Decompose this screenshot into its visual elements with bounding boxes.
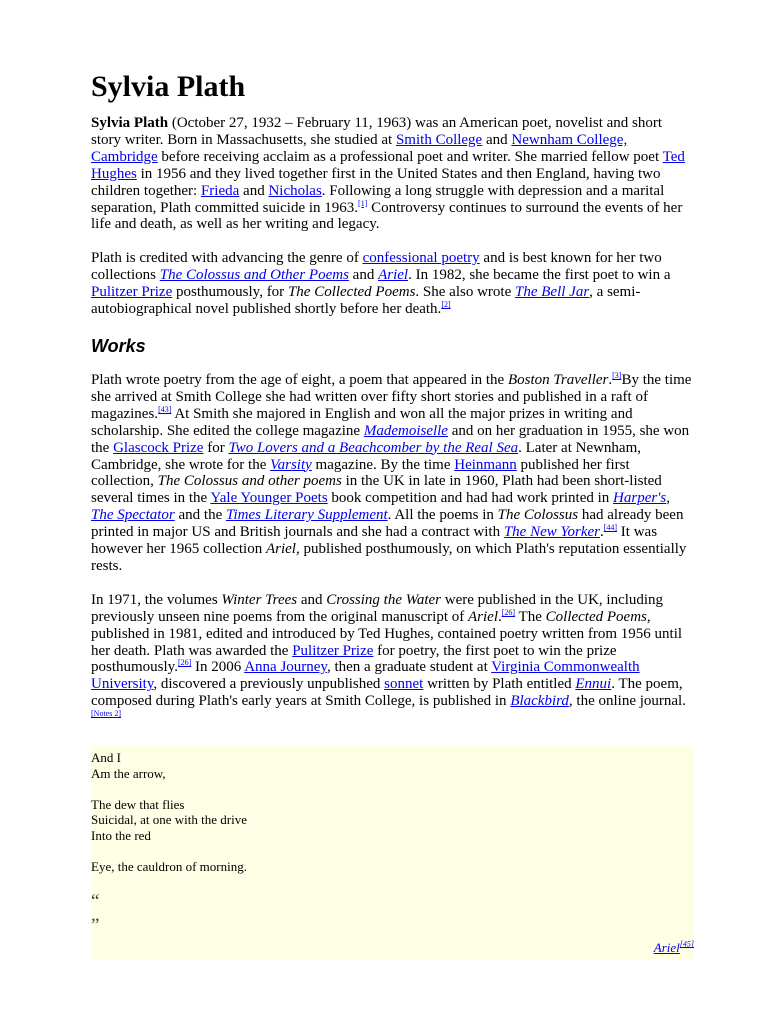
link-nicholas[interactable]: Nicholas: [268, 182, 322, 199]
poem-line: The dew that flies: [91, 796, 185, 812]
link-blackbird[interactable]: Blackbird: [510, 693, 569, 710]
poem-quote-box: [91, 746, 694, 960]
link-newnham-college[interactable]: Newnham College, Cambridge: [91, 131, 628, 165]
link-pulitzer-prize-2[interactable]: Pulitzer Prize: [292, 642, 374, 659]
link-yale-younger-poets[interactable]: Yale Younger Poets: [210, 490, 328, 507]
link-pulitzer-prize[interactable]: Pulitzer Prize: [91, 284, 173, 301]
link-virginia-commonwealth-university[interactable]: Virginia Commonwealth University: [91, 659, 640, 693]
intro-paragraph-2: Plath is credited with advancing the genre of confessional poetry and is best known for her two collections The Colossus and Other Poems and Ariel. In 1982, she became the first poet to win a Pulitzer Prize posthumously, for The Collected Poems. She also wrote The Bell Jar, a semi-autobiographical novel published shortly before her death.[2]: [91, 250, 671, 318]
citation-45[interactable]: [45]: [679, 939, 694, 949]
citation-2[interactable]: [2]: [441, 300, 451, 310]
citation-notes-2[interactable]: [Notes 2]: [91, 709, 121, 719]
link-ariel[interactable]: Ariel: [378, 267, 409, 284]
intro-paragraph-1: Sylvia Plath (October 27, 1932 – February 11, 1963) was an American poet, novelist and short story writer. Born in Massachusetts, she studied at Smith College and Newnham College, Cambridge before receiving acclaim as a professional poet and writer. She married fellow poet Ted Hughes in 1956 and they lived together first in the United States and then England, having two children together: Frieda and Nicholas. Following a long struggle with depression and a marital separation, Plath committed suicide in 1963.[1] Controversy continues to surround the events of her life and death, as well as her writing and legacy.: [91, 115, 685, 233]
link-times-literary-supplement[interactable]: Times Literary Supplement: [225, 507, 388, 524]
page-title: Sylvia Plath: [91, 70, 246, 103]
link-quote-source-ariel[interactable]: Ariel: [653, 939, 680, 955]
link-harpers[interactable]: Harper's: [613, 490, 667, 507]
link-varsity[interactable]: Varsity: [270, 456, 312, 473]
citation-3[interactable]: [3]: [612, 370, 622, 380]
works-paragraph-2: In 1971, the volumes Winter Trees and Crossing the Water were published in the UK, including previously unseen nine poems from the original manuscript of Ariel.[26] The Collected Poems, published in 1981, edited and introduced by Ted Hughes, contained poetry written from 1956 until her death. Plath was awarded the Pulitzer Prize for poetry, the first poet to win the prize posthumously.[26] In 2006 Anna Journey, then a graduate student at Virginia Commonwealth University, discovered a previously unpublished sonnet written by Plath entitled Ennui. The poem, composed during Plath's early years at Smith College, is published in Blackbird, the online journal.[Notes 2]: [91, 591, 686, 719]
link-mademoiselle[interactable]: Mademoiselle: [363, 422, 448, 439]
poem-stanza-2: [91, 797, 694, 844]
poem-line: And I: [91, 750, 121, 766]
link-heinmann[interactable]: Heinmann: [454, 456, 517, 473]
citation-26b[interactable]: [26]: [177, 658, 192, 668]
link-smith-college[interactable]: Smith College: [395, 131, 483, 148]
article-content: [91, 0, 694, 960]
citation-1[interactable]: [1]: [358, 198, 368, 208]
link-two-lovers[interactable]: Two Lovers and a Beachcomber by the Real Sea: [228, 439, 519, 456]
link-the-spectator[interactable]: The Spectator: [91, 507, 175, 524]
citation-43[interactable]: [43]: [158, 404, 172, 414]
poem-line: Eye, the cauldron of morning.: [91, 858, 247, 874]
works-paragraph-1: Plath wrote poetry from the age of eight, a poem that appeared in the Boston Traveller.[3]By the time she arrived at Smith College she had written over fifty short stories and published in a raft of magazines.[43] At Smith she majored in English and won all the major prizes in writing and scholarship. She edited the college magazine Mademoiselle and on her graduation in 1955, she won the Glascock Prize for Two Lovers and a Beachcomber by the Real Sea. Later at Newnham, Cambridge, she wrote for the Varsity magazine. By the time Heinmann published her first collection, The Colossus and other poems in the UK in late in 1960, Plath had been short-listed several times in the Yale Younger Poets book competition and had had work printed in Harper's, The Spectator and the Times Literary Supplement. All the poems in The Colossus had already been printed in major US and British journals and she had a contract with The New Yorker.[44] It was however her 1965 collection Ariel, published posthumously, on which Plath's reputation essentially rests.: [91, 370, 692, 574]
quote-source: [91, 940, 694, 956]
link-the-bell-jar[interactable]: The Bell Jar: [515, 284, 590, 301]
section-heading-works: Works: [91, 335, 146, 356]
link-confessional-poetry[interactable]: confessional poetry: [362, 250, 480, 267]
link-the-new-yorker[interactable]: The New Yorker: [503, 524, 600, 541]
link-sonnet[interactable]: sonnet: [384, 676, 424, 693]
link-glascock-prize[interactable]: Glascock Prize: [113, 439, 204, 456]
close-quote-mark-icon: ”: [91, 914, 100, 936]
poem-line: Suicidal, at one with the drive: [91, 812, 247, 828]
poem-line: Into the red: [91, 827, 151, 843]
poem-line: Am the arrow,: [91, 765, 166, 781]
poem-stanza-1: [91, 750, 694, 781]
link-ted-hughes[interactable]: Ted Hughes: [91, 148, 685, 182]
link-anna-journey[interactable]: Anna Journey: [244, 659, 327, 676]
citation-26a[interactable]: [26]: [501, 607, 516, 617]
poem-stanza-3: [91, 859, 694, 875]
link-frieda[interactable]: Frieda: [200, 182, 240, 199]
open-quote-mark-icon: “: [91, 890, 100, 912]
link-ennui[interactable]: Ennui: [575, 676, 612, 693]
subject-name: Sylvia Plath: [91, 115, 169, 131]
citation-44[interactable]: [44]: [603, 523, 618, 533]
link-the-colossus[interactable]: The Colossus and Other Poems: [159, 267, 349, 284]
